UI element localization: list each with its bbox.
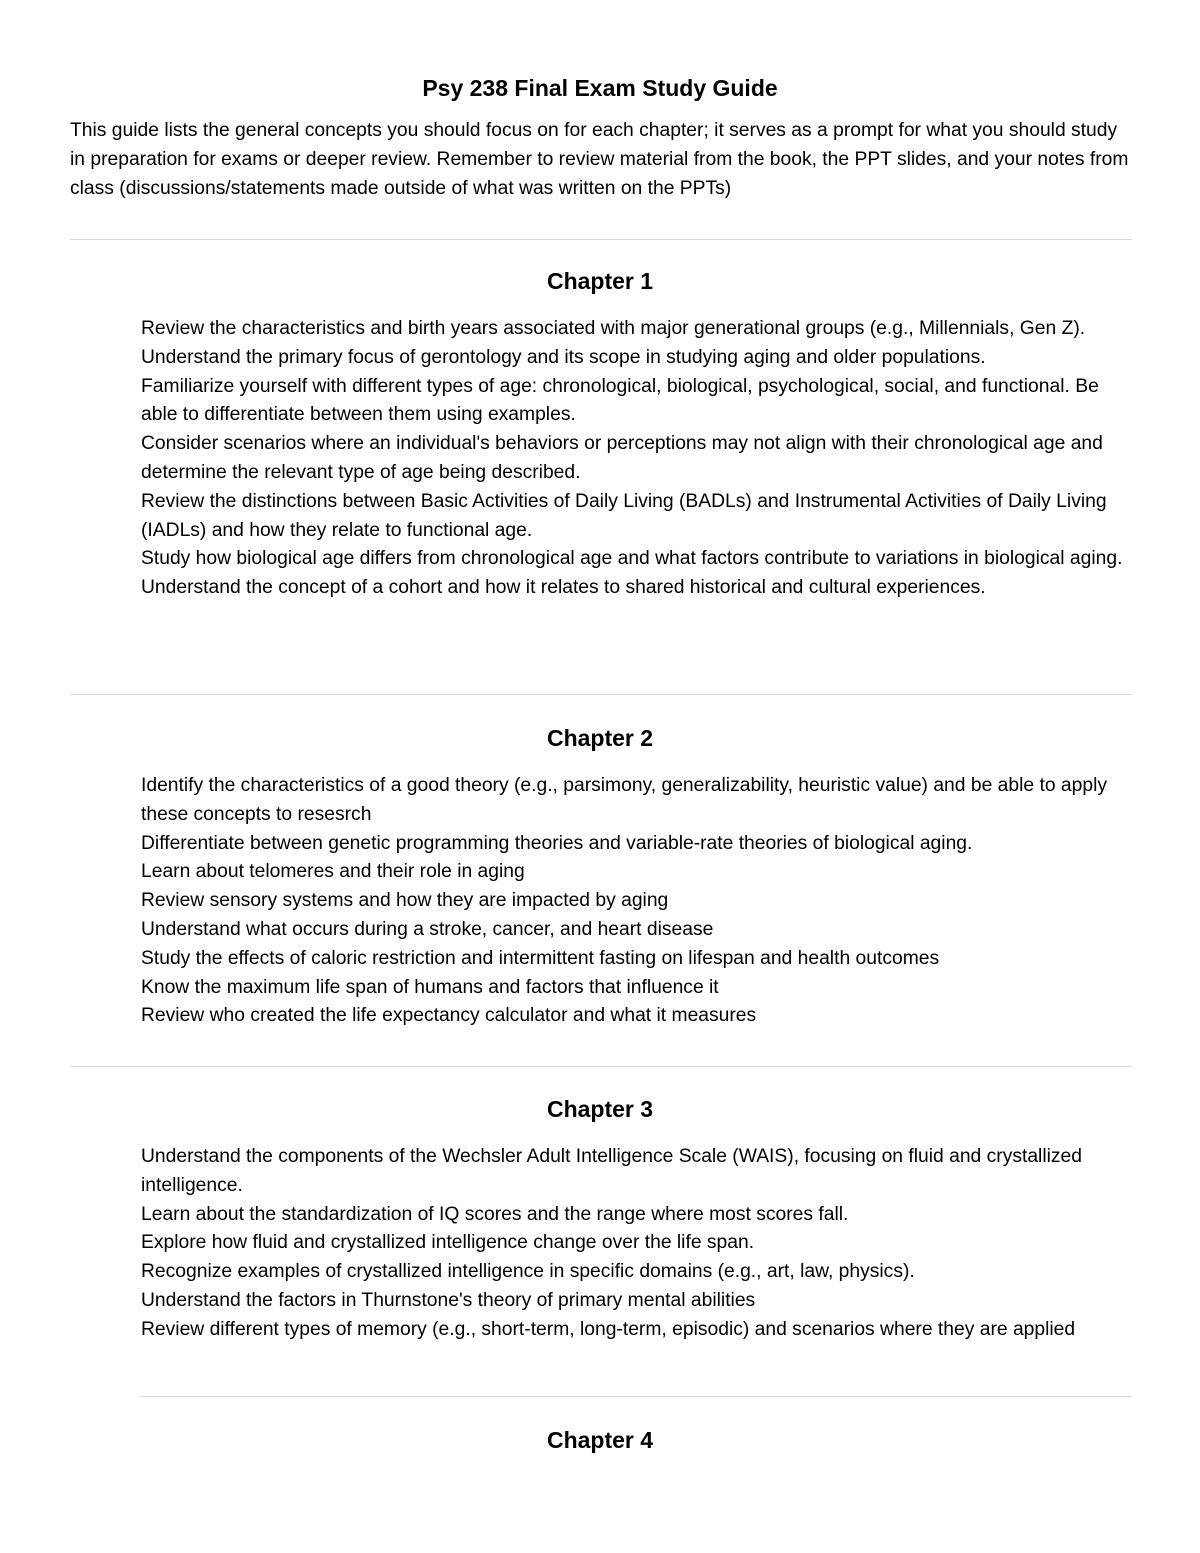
list-item: Identify the characteristics of a good theory (e.g., parsimony, generalizability, heuristic value) and be able to apply these concepts to resesrch [141, 775, 1108, 825]
chapter-3-list [141, 1143, 1131, 1345]
chapter-1-title: Chapter 1 [546, 268, 654, 294]
list-item: Study the effects of caloric restriction and intermittent fasting on lifespan and health outcomes [141, 947, 940, 969]
list-item: Review the characteristics and birth years associated with major generational groups (e.g., Millennials, Gen Z). [141, 318, 1086, 339]
list-item: Understand the concept of a cohort and how it relates to shared historical and cultural experiences. [141, 577, 986, 599]
list-item: Review different types of memory (e.g., short-term, long-term, episodic) and scenarios where they are applied [141, 1318, 1076, 1340]
list-item: Review sensory systems and how they are impacted by aging [141, 890, 669, 912]
list-item: Consider scenarios where an individual's behaviors or perceptions may not align with their chronological age and determine the relevant type of age being described. [141, 433, 1103, 483]
list-item: Familiarize yourself with different types of age: chronological, biological, psychological, social, and functional. Be able to differentiate between them using examples. [141, 375, 1099, 426]
intro-paragraph: This guide lists the general concepts you should focus on for each chapter; it serves as a prompt for what you should study in preparation for exams or deeper review. Remember to review material from the book, the PPT slides, and your notes from class (discussions/statements made outside of what was written on the PPTs) [70, 120, 1129, 199]
list-item: Study how biological age differs from chronological age and what factors contribute to variations in biological aging. [141, 548, 1123, 570]
section-divider [70, 694, 1132, 695]
page-title: Psy 238 Final Exam Study Guide [422, 75, 778, 101]
chapter-1-list [141, 315, 1131, 603]
section-divider [141, 1396, 1132, 1397]
list-item: Understand the components of the Wechsler Adult Intelligence Scale (WAIS), focusing on fluid and crystallized intelligence. [141, 1146, 1082, 1196]
list-item: Learn about the standardization of IQ scores and the range where most scores fall. [141, 1203, 849, 1225]
chapter-3-title: Chapter 3 [546, 1096, 654, 1122]
list-item: Recognize examples of crystallized intelligence in specific domains (e.g., art, law, physics). [141, 1261, 915, 1283]
chapter-2-title: Chapter 2 [546, 725, 654, 751]
chapter-4-title: Chapter 4 [546, 1427, 654, 1453]
section-divider [70, 1066, 1132, 1067]
list-item: Differentiate between genetic programming theories and variable-rate theories of biological aging. [141, 832, 973, 854]
list-item: Review the distinctions between Basic Activities of Daily Living (BADLs) and Instrumental Activities of Daily Living (IADLs) and how they relate to functional age. [141, 490, 1107, 541]
list-item: Learn about telomeres and their role in aging [141, 861, 525, 883]
chapter-2-list [141, 772, 1131, 1031]
list-item: Know the maximum life span of humans and factors that influence it [141, 976, 719, 998]
section-divider [70, 239, 1132, 240]
list-item: Understand the factors in Thurnstone's theory of primary mental abilities [141, 1289, 756, 1311]
list-item: Explore how fluid and crystallized intelligence change over the life span. [141, 1232, 755, 1254]
list-item: Understand the primary focus of gerontology and its scope in studying aging and older populations. [141, 346, 986, 368]
list-item: Review who created the life expectancy calculator and what it measures [141, 1005, 757, 1027]
list-item: Understand what occurs during a stroke, cancer, and heart disease [141, 918, 714, 940]
